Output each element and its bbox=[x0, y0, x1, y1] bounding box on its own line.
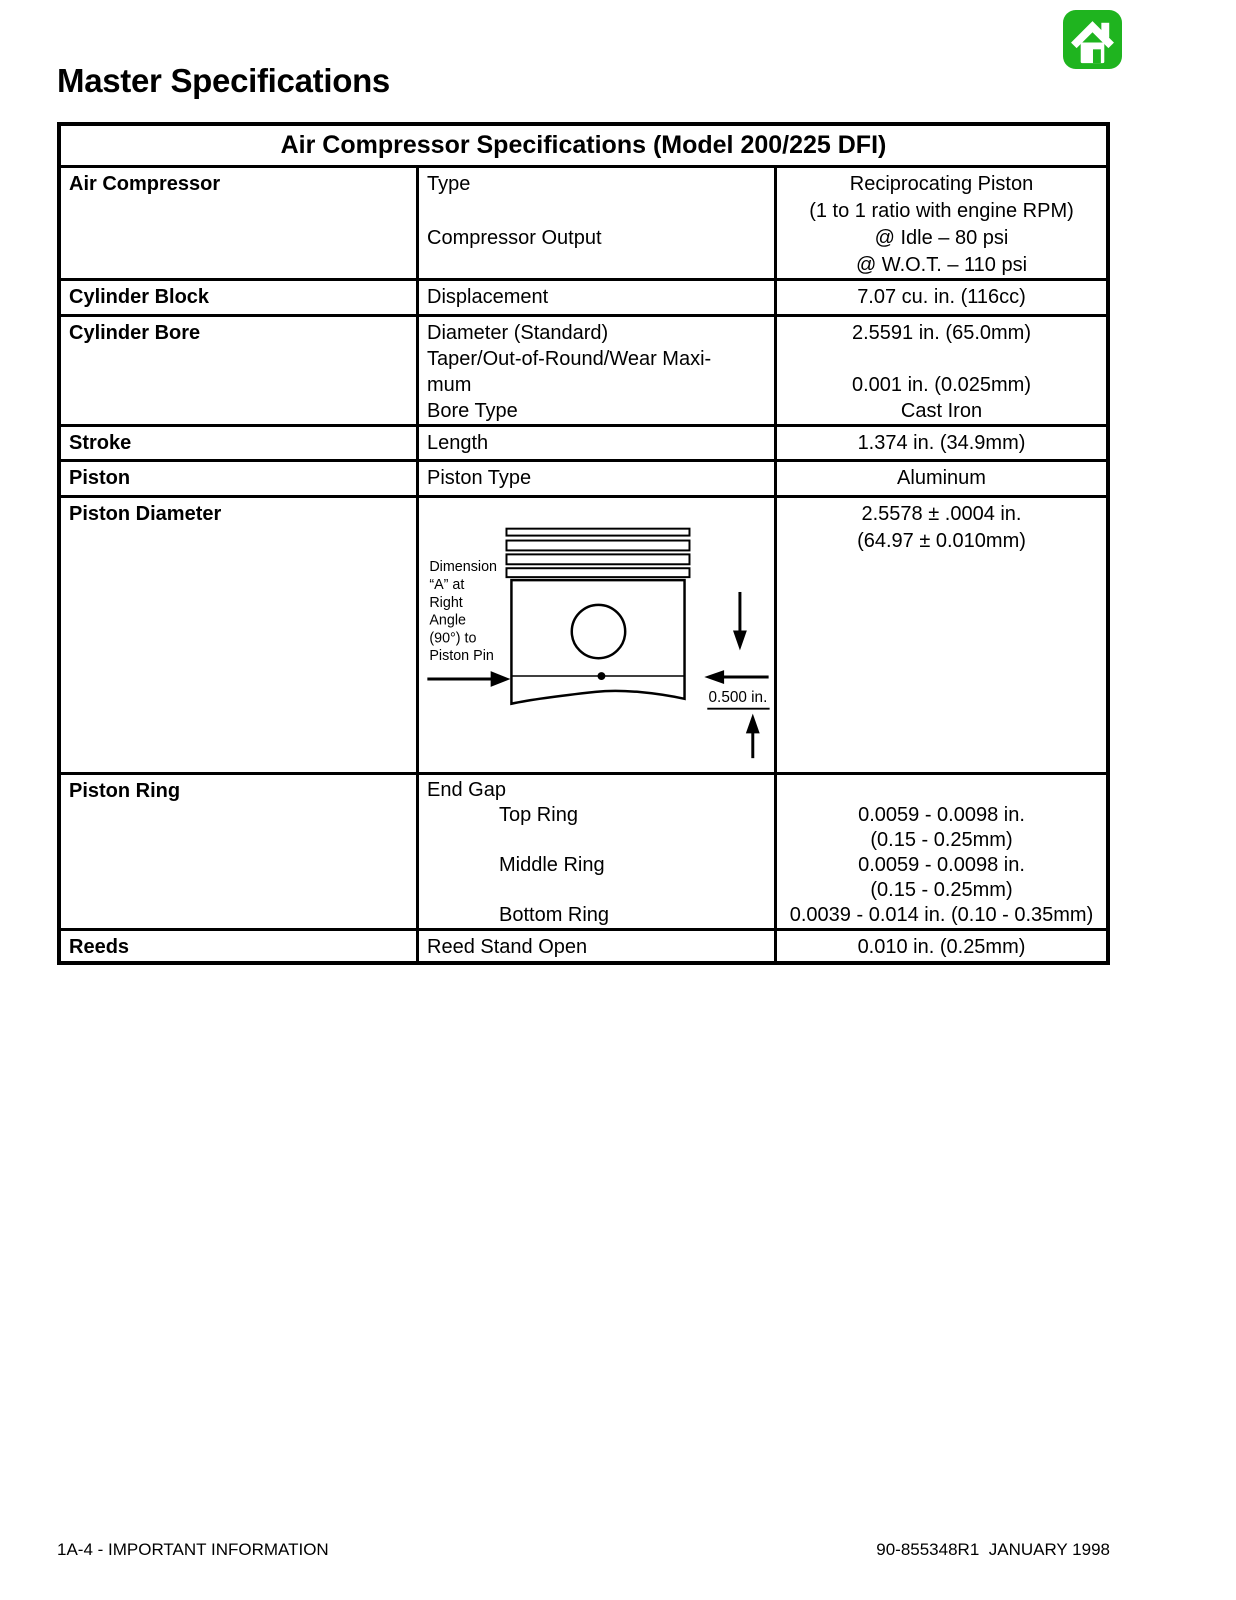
text-line: 0.0059 - 0.0098 in. bbox=[858, 804, 1025, 826]
text-line: (1 to 1 ratio with engine RPM) bbox=[809, 200, 1074, 222]
piston-diagram-cell bbox=[416, 498, 774, 772]
text-line: Middle Ring bbox=[499, 854, 605, 876]
text-line: (0.15 - 0.25mm) bbox=[870, 879, 1013, 901]
text-line: 0.0039 - 0.014 in. (0.10 - 0.35mm) bbox=[789, 904, 1094, 926]
text-line: @ W.O.T. – 110 psi bbox=[855, 254, 1028, 276]
text-line: Aluminum bbox=[897, 467, 986, 489]
text-line: Top Ring bbox=[499, 804, 578, 826]
text-line bbox=[427, 828, 766, 853]
table-row-reeds bbox=[61, 928, 1106, 961]
text-line: Reed Stand Open bbox=[427, 936, 588, 958]
text-line: Piston Type bbox=[427, 467, 532, 489]
table-row-piston-ring bbox=[61, 772, 1106, 928]
dimension-a-label bbox=[429, 559, 497, 664]
text-line: Diameter (Standard) bbox=[427, 322, 609, 344]
dimension-0500-arrows bbox=[704, 592, 769, 758]
svg-text:“A” at: “A” at bbox=[429, 577, 465, 594]
text-line: @ Idle – 80 psi bbox=[874, 227, 1009, 249]
row-values bbox=[774, 317, 1106, 424]
row-attributes bbox=[416, 462, 774, 495]
text-line: (0.15 - 0.25mm) bbox=[870, 829, 1013, 851]
dimension-0500-label: 0.500 in. bbox=[708, 688, 768, 706]
table-row-piston-diameter bbox=[61, 495, 1106, 772]
home-button[interactable] bbox=[1063, 10, 1122, 69]
table-row-stroke bbox=[61, 424, 1106, 459]
text-line: 7.07 cu. in. (116cc) bbox=[857, 286, 1026, 308]
center-dot bbox=[597, 672, 605, 680]
row-label: Cylinder Bore bbox=[69, 322, 201, 344]
table-title: Air Compressor Specifications (Model 200/225 DFI) bbox=[280, 131, 887, 159]
row-label: Piston bbox=[69, 467, 131, 489]
row-attributes bbox=[416, 317, 774, 424]
row-values bbox=[774, 281, 1106, 314]
text-line: Taper/Out-of-Round/Wear Maxi- bbox=[427, 348, 712, 370]
svg-text:Dimension: Dimension bbox=[429, 559, 498, 576]
row-label: Reeds bbox=[69, 936, 130, 958]
svg-text:(90°) to: (90°) to bbox=[429, 630, 477, 647]
text-line bbox=[427, 878, 766, 903]
row-attributes bbox=[416, 775, 774, 928]
dimension-a-arrow bbox=[427, 671, 510, 687]
spec-table bbox=[57, 122, 1110, 965]
text-line bbox=[427, 198, 766, 225]
row-label: Piston Diameter bbox=[69, 503, 222, 525]
row-values bbox=[774, 462, 1106, 495]
text-line: 0.001 in. (0.025mm) bbox=[852, 374, 1031, 396]
row-label: Cylinder Block bbox=[69, 286, 210, 308]
piston-diagram bbox=[419, 498, 774, 772]
text-line: 2.5591 in. (65.0mm) bbox=[852, 322, 1031, 344]
text-line: Bottom Ring bbox=[499, 904, 610, 926]
text-line: (64.97 ± 0.010mm) bbox=[857, 530, 1026, 552]
text-line bbox=[783, 778, 1100, 803]
text-line: 0.0059 - 0.0098 in. bbox=[858, 854, 1025, 876]
row-values bbox=[774, 168, 1106, 278]
row-values bbox=[774, 427, 1106, 459]
text-line: Type bbox=[427, 173, 471, 195]
table-row-cylinder-block bbox=[61, 278, 1106, 314]
svg-text:Right: Right bbox=[429, 594, 463, 611]
pin-bore-circle bbox=[572, 605, 625, 658]
page-footer bbox=[57, 1540, 1110, 1560]
row-attributes bbox=[416, 168, 774, 278]
home-icon bbox=[1063, 10, 1122, 69]
text-line: 1.374 in. (34.9mm) bbox=[857, 432, 1026, 454]
table-row-air-compressor bbox=[61, 165, 1106, 278]
text-line: Compressor Output bbox=[427, 227, 602, 249]
row-label: Air Compressor bbox=[69, 173, 221, 195]
footer-doc-ref: 90-855348R1 JANUARY 1998 bbox=[876, 1540, 1110, 1559]
text-line: Length bbox=[427, 432, 489, 454]
table-row-piston bbox=[61, 459, 1106, 495]
text-line bbox=[783, 346, 1100, 372]
row-label: Stroke bbox=[69, 432, 132, 454]
text-line: Displacement bbox=[427, 286, 549, 308]
page-title: Master Specifications bbox=[57, 62, 390, 99]
row-values bbox=[774, 498, 1106, 772]
footer-page-ref: 1A-4 - IMPORTANT INFORMATION bbox=[57, 1540, 329, 1559]
svg-text:Piston Pin: Piston Pin bbox=[429, 648, 494, 665]
table-row-cylinder-bore bbox=[61, 314, 1106, 424]
row-label: Piston Ring bbox=[69, 780, 181, 802]
text-line: Bore Type bbox=[427, 400, 518, 422]
row-attributes bbox=[416, 427, 774, 459]
text-line: 0.010 in. (0.25mm) bbox=[857, 936, 1026, 958]
row-attributes bbox=[416, 931, 774, 961]
text-line: End Gap bbox=[427, 779, 506, 801]
text-line: Reciprocating Piston bbox=[849, 173, 1034, 195]
row-values bbox=[774, 775, 1106, 928]
text-line: mum bbox=[427, 374, 472, 396]
text-line: 2.5578 ± .0004 in. bbox=[861, 503, 1022, 525]
row-values bbox=[774, 931, 1106, 961]
row-attributes bbox=[416, 281, 774, 314]
piston-ring-lands bbox=[506, 529, 689, 577]
text-line: Cast Iron bbox=[900, 400, 983, 422]
svg-text:Angle: Angle bbox=[429, 612, 466, 629]
